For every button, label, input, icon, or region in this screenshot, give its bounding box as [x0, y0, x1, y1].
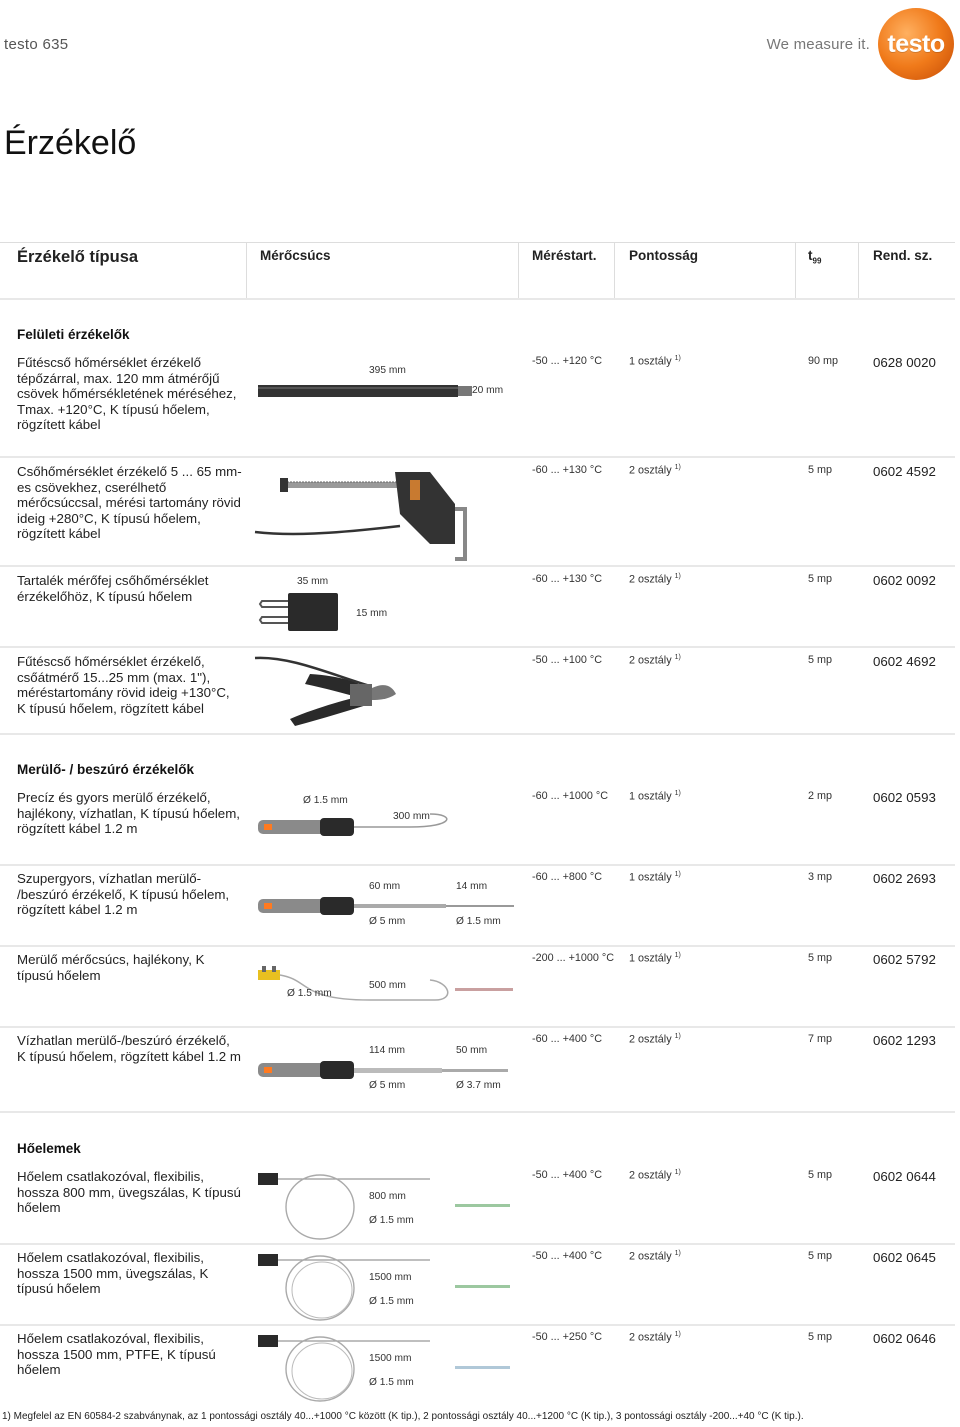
- dim-label: 15 mm: [356, 608, 388, 619]
- row-order-number: 0602 0645: [873, 1250, 936, 1265]
- divider: [0, 1111, 955, 1113]
- divider: [0, 864, 955, 866]
- dim-label: 20 mm: [472, 385, 504, 396]
- dim-label: 800 mm: [369, 1191, 406, 1202]
- row-description: Hőelem csatlakozóval, flexibilis, hossza 1500 mm, PTFE, K típusú hőelem: [17, 1331, 216, 1377]
- col-accuracy: Pontosság: [629, 248, 699, 263]
- dim-label: Ø 5 mm: [369, 1080, 406, 1091]
- accuracy-value: 2 osztály: [629, 1033, 672, 1046]
- t99-main: t: [808, 248, 813, 263]
- table-header: [0, 242, 955, 298]
- row-description: Tartalék mérőfej csőhőmérséklet érzékelőhöz, K típusú hőelem: [17, 573, 209, 604]
- col-t99: [808, 243, 821, 299]
- row-t99: 5 mp: [808, 464, 833, 476]
- dim-label: Ø 3.7 mm: [456, 1080, 501, 1091]
- col-divider: [246, 243, 247, 299]
- section-surface: Felületi érzékelők: [17, 327, 130, 342]
- row-order-number: 0602 0092: [873, 573, 936, 588]
- row-accuracy: [629, 871, 681, 884]
- accuracy-value: 1 osztály: [629, 952, 672, 965]
- col-type: Érzékelő típusa: [17, 248, 139, 266]
- col-divider: [858, 243, 859, 299]
- footnote-ref: 1): [674, 573, 681, 580]
- col-divider: [518, 243, 519, 299]
- footnote-ref: 1): [674, 1250, 681, 1257]
- row-accuracy: [629, 573, 681, 586]
- row-description: Szupergyors, vízhatlan merülő- /beszúró érzékelő, K típusú hőelem, rögzített kábel 1.2 m: [17, 871, 230, 917]
- spare-head-image: [250, 573, 525, 638]
- row-accuracy: [629, 355, 681, 368]
- waterproof-probe-image: [250, 1033, 525, 1097]
- footnote-ref: 1): [674, 1169, 681, 1176]
- row-description: Vízhatlan merülő-/beszúró érzékelő, K típusú hőelem, rögzített kábel 1.2 m: [17, 1033, 241, 1064]
- row-description: Hőelem csatlakozóval, flexibilis, hossza 1500 mm, üvegszálas, K típusú hőelem: [17, 1250, 209, 1296]
- row-t99: 5 mp: [808, 573, 833, 585]
- dim-label: Ø 1.5 mm: [369, 1377, 414, 1388]
- dim-label: Ø 1.5 mm: [369, 1296, 414, 1307]
- row-accuracy: [629, 790, 681, 803]
- row-range: -60 ... +1000 °C: [532, 790, 609, 802]
- row-range: -60 ... +800 °C: [532, 871, 603, 883]
- row-order-number: 0602 1293: [873, 1033, 936, 1048]
- footnote-ref: 1): [674, 952, 681, 959]
- row-accuracy: [629, 1169, 681, 1182]
- slogan: We measure it.: [766, 36, 870, 53]
- dim-label: 35 mm: [297, 576, 329, 587]
- divider: [0, 298, 955, 300]
- footnote-ref: 1): [674, 1033, 681, 1040]
- row-t99: 90 mp: [808, 355, 839, 367]
- divider: [0, 456, 955, 458]
- dim-label: 395 mm: [369, 365, 406, 376]
- row-accuracy: [629, 1250, 681, 1263]
- accuracy-value: 2 osztály: [629, 654, 672, 667]
- dim-label: 114 mm: [369, 1045, 406, 1056]
- row-description: Fűtéscső hőmérséklet érzékelő tépőzárral, max. 120 mm átmérőjű csövek hőmérsékletének méréséhez, Tmax. +120°C, K típusú hőelem, rögzített kábel: [17, 355, 237, 432]
- divider: [0, 646, 955, 648]
- row-t99: 5 mp: [808, 1169, 833, 1181]
- dim-label: 50 mm: [456, 1045, 488, 1056]
- immersion-probe-image: [250, 790, 525, 850]
- accuracy-value: 2 osztály: [629, 1331, 672, 1344]
- logo-text: testo: [887, 30, 945, 58]
- row-description: Csőhőmérséklet érzékelő 5 ... 65 mm-es csövekhez, cserélhető mérőcsúccsal, mérési tartomány rövid ideig +280°C, K típusú hőelem, rögzített kábel: [17, 464, 242, 541]
- footnote-ref: 1): [674, 1331, 681, 1338]
- dim-label: 60 mm: [369, 881, 401, 892]
- row-t99: 3 mp: [808, 871, 833, 883]
- divider: [0, 945, 955, 947]
- accuracy-value: 2 osztály: [629, 1250, 672, 1263]
- thermocouple-image: [250, 1169, 525, 1241]
- dim-label: Ø 1.5 mm: [456, 916, 501, 927]
- accuracy-value: 2 osztály: [629, 464, 672, 477]
- row-accuracy: [629, 654, 681, 667]
- row-order-number: 0602 0646: [873, 1331, 936, 1346]
- col-divider: [795, 243, 796, 299]
- dim-label: Ø 1.5 mm: [369, 1215, 414, 1226]
- page-header: [0, 0, 960, 90]
- pipe-probe-image: [250, 464, 525, 564]
- page-title: Érzékelő: [4, 124, 137, 162]
- section-thermocouple: Hőelemek: [17, 1141, 81, 1156]
- row-t99: 7 mp: [808, 1033, 833, 1045]
- accuracy-value: 1 osztály: [629, 790, 672, 803]
- row-t99: 5 mp: [808, 654, 833, 666]
- t99-sub: 99: [812, 256, 822, 266]
- flexible-probe-image: [250, 952, 525, 1016]
- clamp-probe-image: [250, 654, 525, 734]
- row-range: -60 ... +130 °C: [532, 464, 603, 476]
- row-range: -50 ... +250 °C: [532, 1331, 603, 1343]
- row-t99: 2 mp: [808, 790, 833, 802]
- row-accuracy: [629, 952, 681, 965]
- divider: [0, 1243, 955, 1245]
- row-description: Precíz és gyors merülő érzékelő, hajlékony, vízhatlan, K típusú hőelem, rögzített kábel 1.2 m: [17, 790, 240, 836]
- row-t99: 5 mp: [808, 1331, 833, 1343]
- row-description: Hőelem csatlakozóval, flexibilis, hossza 800 mm, üvegszálas, K típusú hőelem: [17, 1169, 241, 1215]
- dim-label: Ø 1.5 mm: [303, 795, 348, 806]
- dim-label: Ø 1.5 mm: [287, 988, 332, 999]
- row-accuracy: [629, 1331, 681, 1344]
- col-range: Méréstart.: [532, 248, 597, 263]
- col-divider: [614, 243, 615, 299]
- row-range: -60 ... +400 °C: [532, 1033, 603, 1045]
- divider: [0, 1026, 955, 1028]
- accuracy-value: 1 osztály: [629, 355, 672, 368]
- footnote-ref: 1): [674, 355, 681, 362]
- col-order: Rend. sz.: [873, 248, 933, 263]
- dim-label: 1500 mm: [369, 1272, 412, 1283]
- row-range: -200 ... +1000 °C: [532, 952, 615, 964]
- row-range: -50 ... +400 °C: [532, 1169, 603, 1181]
- divider: [0, 1324, 955, 1326]
- row-order-number: 0602 4592: [873, 464, 936, 479]
- testo-logo: [878, 8, 954, 80]
- divider: [0, 565, 955, 567]
- accuracy-value: 2 osztály: [629, 1169, 672, 1182]
- dim-label: Ø 5 mm: [369, 916, 406, 927]
- row-description: Merülő mérőcsúcs, hajlékony, K típusú hőelem: [17, 952, 205, 983]
- row-accuracy: [629, 464, 681, 477]
- penetration-probe-image: [250, 871, 525, 935]
- accuracy-value: 1 osztály: [629, 871, 672, 884]
- velcro-probe-image: [250, 355, 525, 435]
- row-range: -50 ... +120 °C: [532, 355, 603, 367]
- thermocouple-image: [250, 1331, 525, 1403]
- col-probe: Mérőcsúcs: [260, 248, 331, 263]
- section-immersion: Merülő- / beszúró érzékelők: [17, 762, 195, 777]
- row-description: Fűtéscső hőmérséklet érzékelő, csőátmérő 15...25 mm (max. 1"), méréstartomány rövid ideig +130°C, K típusú hőelem, rögzített kábel: [17, 654, 230, 716]
- row-t99: 5 mp: [808, 952, 833, 964]
- row-range: -60 ... +130 °C: [532, 573, 603, 585]
- row-order-number: 0602 0593: [873, 790, 936, 805]
- row-t99: 5 mp: [808, 1250, 833, 1262]
- row-order-number: 0602 0644: [873, 1169, 936, 1184]
- dim-label: 14 mm: [456, 881, 488, 892]
- footnote-ref: 1): [674, 790, 681, 797]
- footnote: 1) Megfelel az EN 60584-2 szabványnak, az 1 pontossági osztály 40...+1000 °C között (K tip.), 2 pontossági osztály 40...+1200 °C (K tip.), 3 pontossági osztály -200...+40 °C (K tip.).: [2, 1411, 804, 1422]
- row-order-number: 0602 4692: [873, 654, 936, 669]
- thermocouple-image: [250, 1250, 525, 1322]
- footnote-ref: 1): [674, 871, 681, 878]
- dim-label: 1500 mm: [369, 1353, 412, 1364]
- dim-label: 300 mm: [393, 811, 430, 822]
- row-range: -50 ... +100 °C: [532, 654, 603, 666]
- footnote-ref: 1): [674, 654, 681, 661]
- row-order-number: 0602 2693: [873, 871, 936, 886]
- row-order-number: 0602 5792: [873, 952, 936, 967]
- dim-label: 500 mm: [369, 980, 406, 991]
- divider: [0, 733, 955, 735]
- row-order-number: 0628 0020: [873, 355, 936, 370]
- row-range: -50 ... +400 °C: [532, 1250, 603, 1262]
- row-accuracy: [629, 1033, 681, 1046]
- accuracy-value: 2 osztály: [629, 573, 672, 586]
- product-name: testo 635: [4, 36, 69, 53]
- footnote-ref: 1): [674, 464, 681, 471]
